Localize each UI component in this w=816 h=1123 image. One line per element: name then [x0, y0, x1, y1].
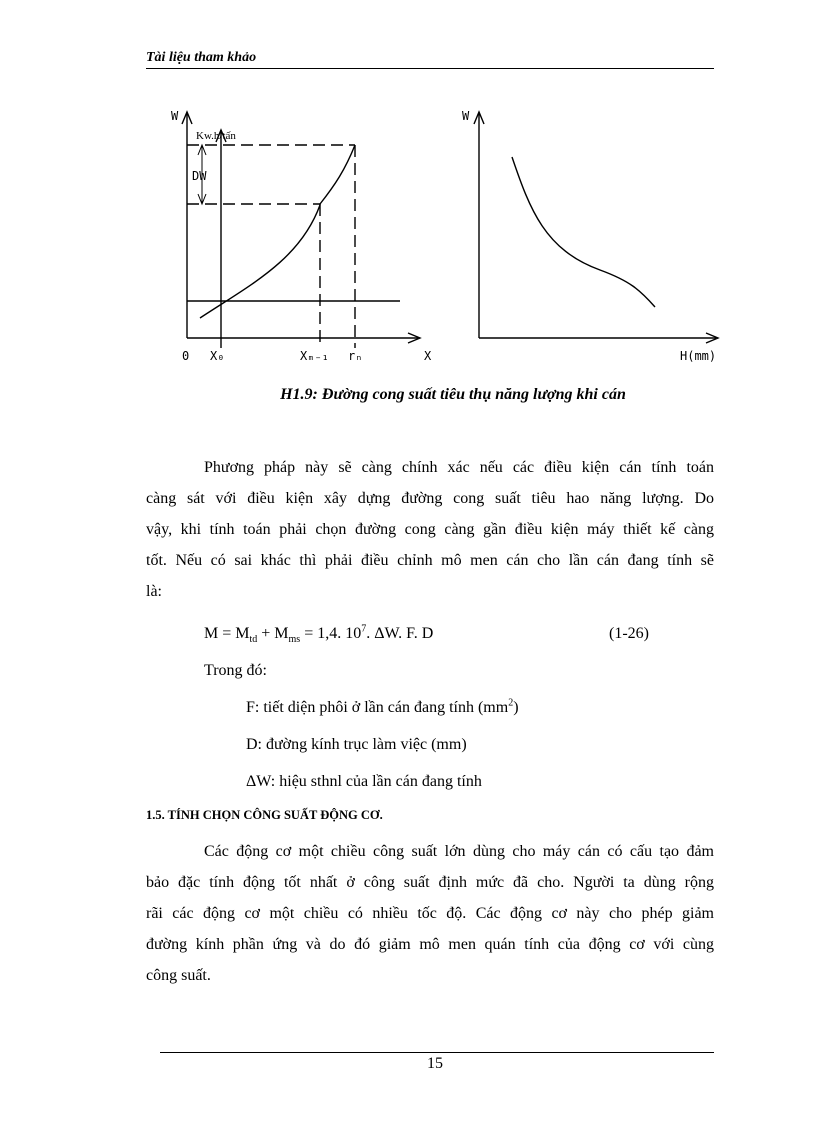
paragraph-1-line: Phương pháp này sẽ càng chính xác nếu các điều kiện cán tính toán [204, 459, 714, 476]
running-header: Tài liệu tham khảo [146, 50, 257, 65]
energy-consumption-figure [160, 100, 740, 370]
paragraph-2-line: Các động cơ một chiều công suất lớn dùng cho máy cán có cấu tạo đảm [204, 843, 714, 860]
formula-sub-ms: ms [288, 634, 301, 646]
footer-rule [160, 1052, 714, 1053]
formula-number: (1-26) [609, 625, 649, 642]
paragraph-2-line: rãi các động cơ một chiều có nhiều tốc độ. Các động cơ này cho phép giảm [146, 905, 714, 922]
left-x-label: X [424, 349, 432, 363]
page-number: 15 [427, 1055, 443, 1072]
figure-caption: H1.9: Đường cong suất tiêu thụ năng lượng khi cán [280, 386, 626, 403]
formula-rest-2: . ΔW. F. D [366, 625, 434, 642]
paragraph-2-line: bảo đặc tính động tốt nhất ở công suất định mức đã cho. Người ta dùng rộng [146, 874, 714, 891]
where-f-text: F: tiết diện phôi ở lần cán đang tính (mm [246, 699, 509, 716]
formula-sup-7: 7 [361, 623, 367, 635]
dw-label: DW [192, 169, 207, 183]
where-d: D: đường kính trục làm việc (mm) [246, 736, 467, 753]
paragraph-2-line: công suất. [146, 967, 211, 984]
section-heading: 1.5. TÍNH CHỌN CÔNG SUẤT ĐỘNG CƠ. [146, 808, 383, 822]
xm1-label: Xₘ₋₁ [300, 349, 329, 363]
formula-m: M = M [204, 625, 250, 642]
formula-sub-td: td [249, 634, 258, 646]
paragraph-1 [146, 452, 714, 607]
where-f [246, 699, 519, 717]
right-y-label: W [462, 109, 470, 123]
where-intro: Trong đó: [204, 662, 267, 679]
header-rule [146, 68, 714, 69]
paragraph-1-line: là: [146, 583, 162, 600]
paragraph-2-line: đường kính phần ứng và do đó giảm mô men quán tính của động cơ với cùng [146, 936, 714, 953]
formula-plus: + M [257, 625, 289, 642]
rn-label: rₙ [348, 349, 363, 363]
paragraph-2 [146, 836, 714, 991]
energy-curve [200, 145, 355, 318]
where-f-sup: 2 [508, 697, 514, 709]
where-dw: ΔW: hiệu sthnl của lần cán đang tính [246, 773, 482, 790]
paragraph-1-line: tốt. Nếu có sai khác thì phải điều chỉnh mô men cán cho lần cán đang tính sẽ [146, 552, 714, 569]
formula-rest-1: = 1,4. 10 [300, 625, 362, 642]
decay-curve [512, 157, 655, 307]
unit-label: Kw.h/tấn [196, 130, 236, 142]
formula [204, 623, 434, 646]
where-f-close: ) [513, 699, 519, 716]
left-y-label: W [171, 109, 179, 123]
right-x-label: H(mm) [680, 349, 717, 363]
paragraph-1-line: vậy, khi tính toán phải chọn đường cong càng gần điều kiện máy thiết kế càng [146, 521, 714, 538]
x0-label: X₀ [210, 349, 225, 363]
origin-label: 0 [182, 349, 190, 363]
paragraph-1-line: càng sát với điều kiện xây dựng đường cong suất tiêu hao năng lượng. Do [146, 490, 714, 507]
